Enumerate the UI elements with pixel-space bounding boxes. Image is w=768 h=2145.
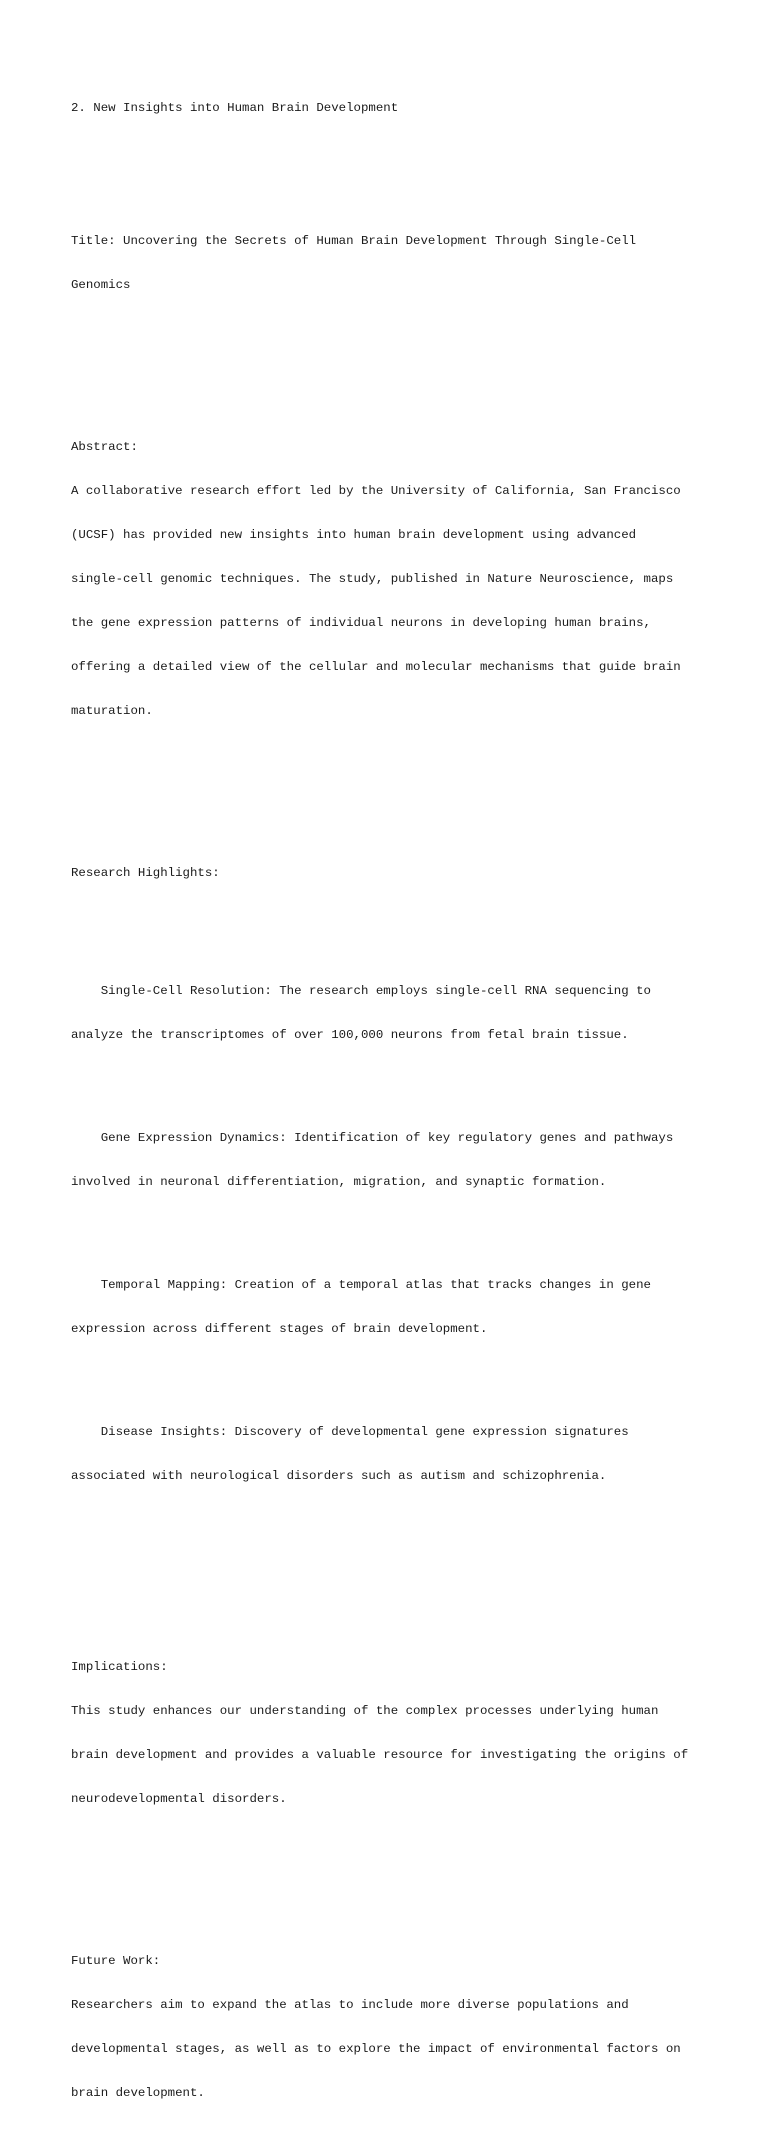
highlight-line: involved in neuronal differentiation, migration, and synaptic formation. [71,1174,607,1189]
future-work-line: brain development. [71,2086,205,2101]
section-heading: 2. New Insights into Human Brain Development [71,101,399,116]
implications-label: Implications: [71,1659,168,1674]
future-work-label: Future Work: [71,1953,161,1968]
highlight-line: analyze the transcriptomes of over 100,000 neurons from fetal brain tissue. [71,1027,629,1042]
title-line: Title: Uncovering the Secrets of Human Brain Development Through Single-Cell [71,233,637,248]
implications-line: This study enhances our understanding of the complex processes underlying human [71,1703,659,1718]
spacer [71,778,711,793]
title-block [71,204,711,322]
highlights-section [71,837,711,1543]
future-work-line: developmental stages, as well as to explore the impact of environmental factors on [71,2042,681,2057]
highlights-label: Research Highlights: [71,865,220,880]
abstract-line: maturation. [71,704,153,719]
spacer [71,351,711,366]
implications-line: neurodevelopmental disorders. [71,1792,287,1807]
abstract-line: the gene expression patterns of individual neurons in developing human brains, [71,615,651,630]
highlight-item [71,1395,711,1513]
highlight-item [71,954,711,1072]
spacer [71,1572,711,1587]
highlight-line: Gene Expression Dynamics: Identification of key regulatory genes and pathways [71,1130,674,1145]
spacer [71,1866,711,1881]
spacer [71,910,711,925]
future-work-section [71,1925,711,2131]
spacer [71,146,711,161]
highlight-line: Temporal Mapping: Creation of a temporal atlas that tracks changes in gene [71,1277,651,1292]
abstract-line: A collaborative research effort led by the University of California, San Francisco [71,483,681,498]
abstract-label: Abstract: [71,439,138,454]
highlight-line: expression across different stages of brain development. [71,1321,488,1336]
highlight-line: Disease Insights: Discovery of developmental gene expression signatures [71,1424,629,1439]
abstract-line: offering a detailed view of the cellular and molecular mechanisms that guide brain [71,660,681,675]
abstract-section [71,410,711,748]
future-work-line: Researchers aim to expand the atlas to include more diverse populations and [71,1998,629,2013]
highlight-line: Single-Cell Resolution: The research employs single-cell RNA sequencing to [71,983,651,998]
implications-line: brain development and provides a valuable resource for investigating the origins of [71,1748,689,1763]
highlight-item [71,1101,711,1219]
highlight-line: associated with neurological disorders such as autism and schizophrenia. [71,1468,607,1483]
implications-section [71,1630,711,1836]
document-body [71,72,711,2145]
title-line: Genomics [71,277,131,292]
abstract-line: (UCSF) has provided new insights into human brain development using advanced [71,527,637,542]
highlight-item [71,1248,711,1366]
abstract-line: single-cell genomic techniques. The study, published in Nature Neuroscience, maps [71,571,674,586]
